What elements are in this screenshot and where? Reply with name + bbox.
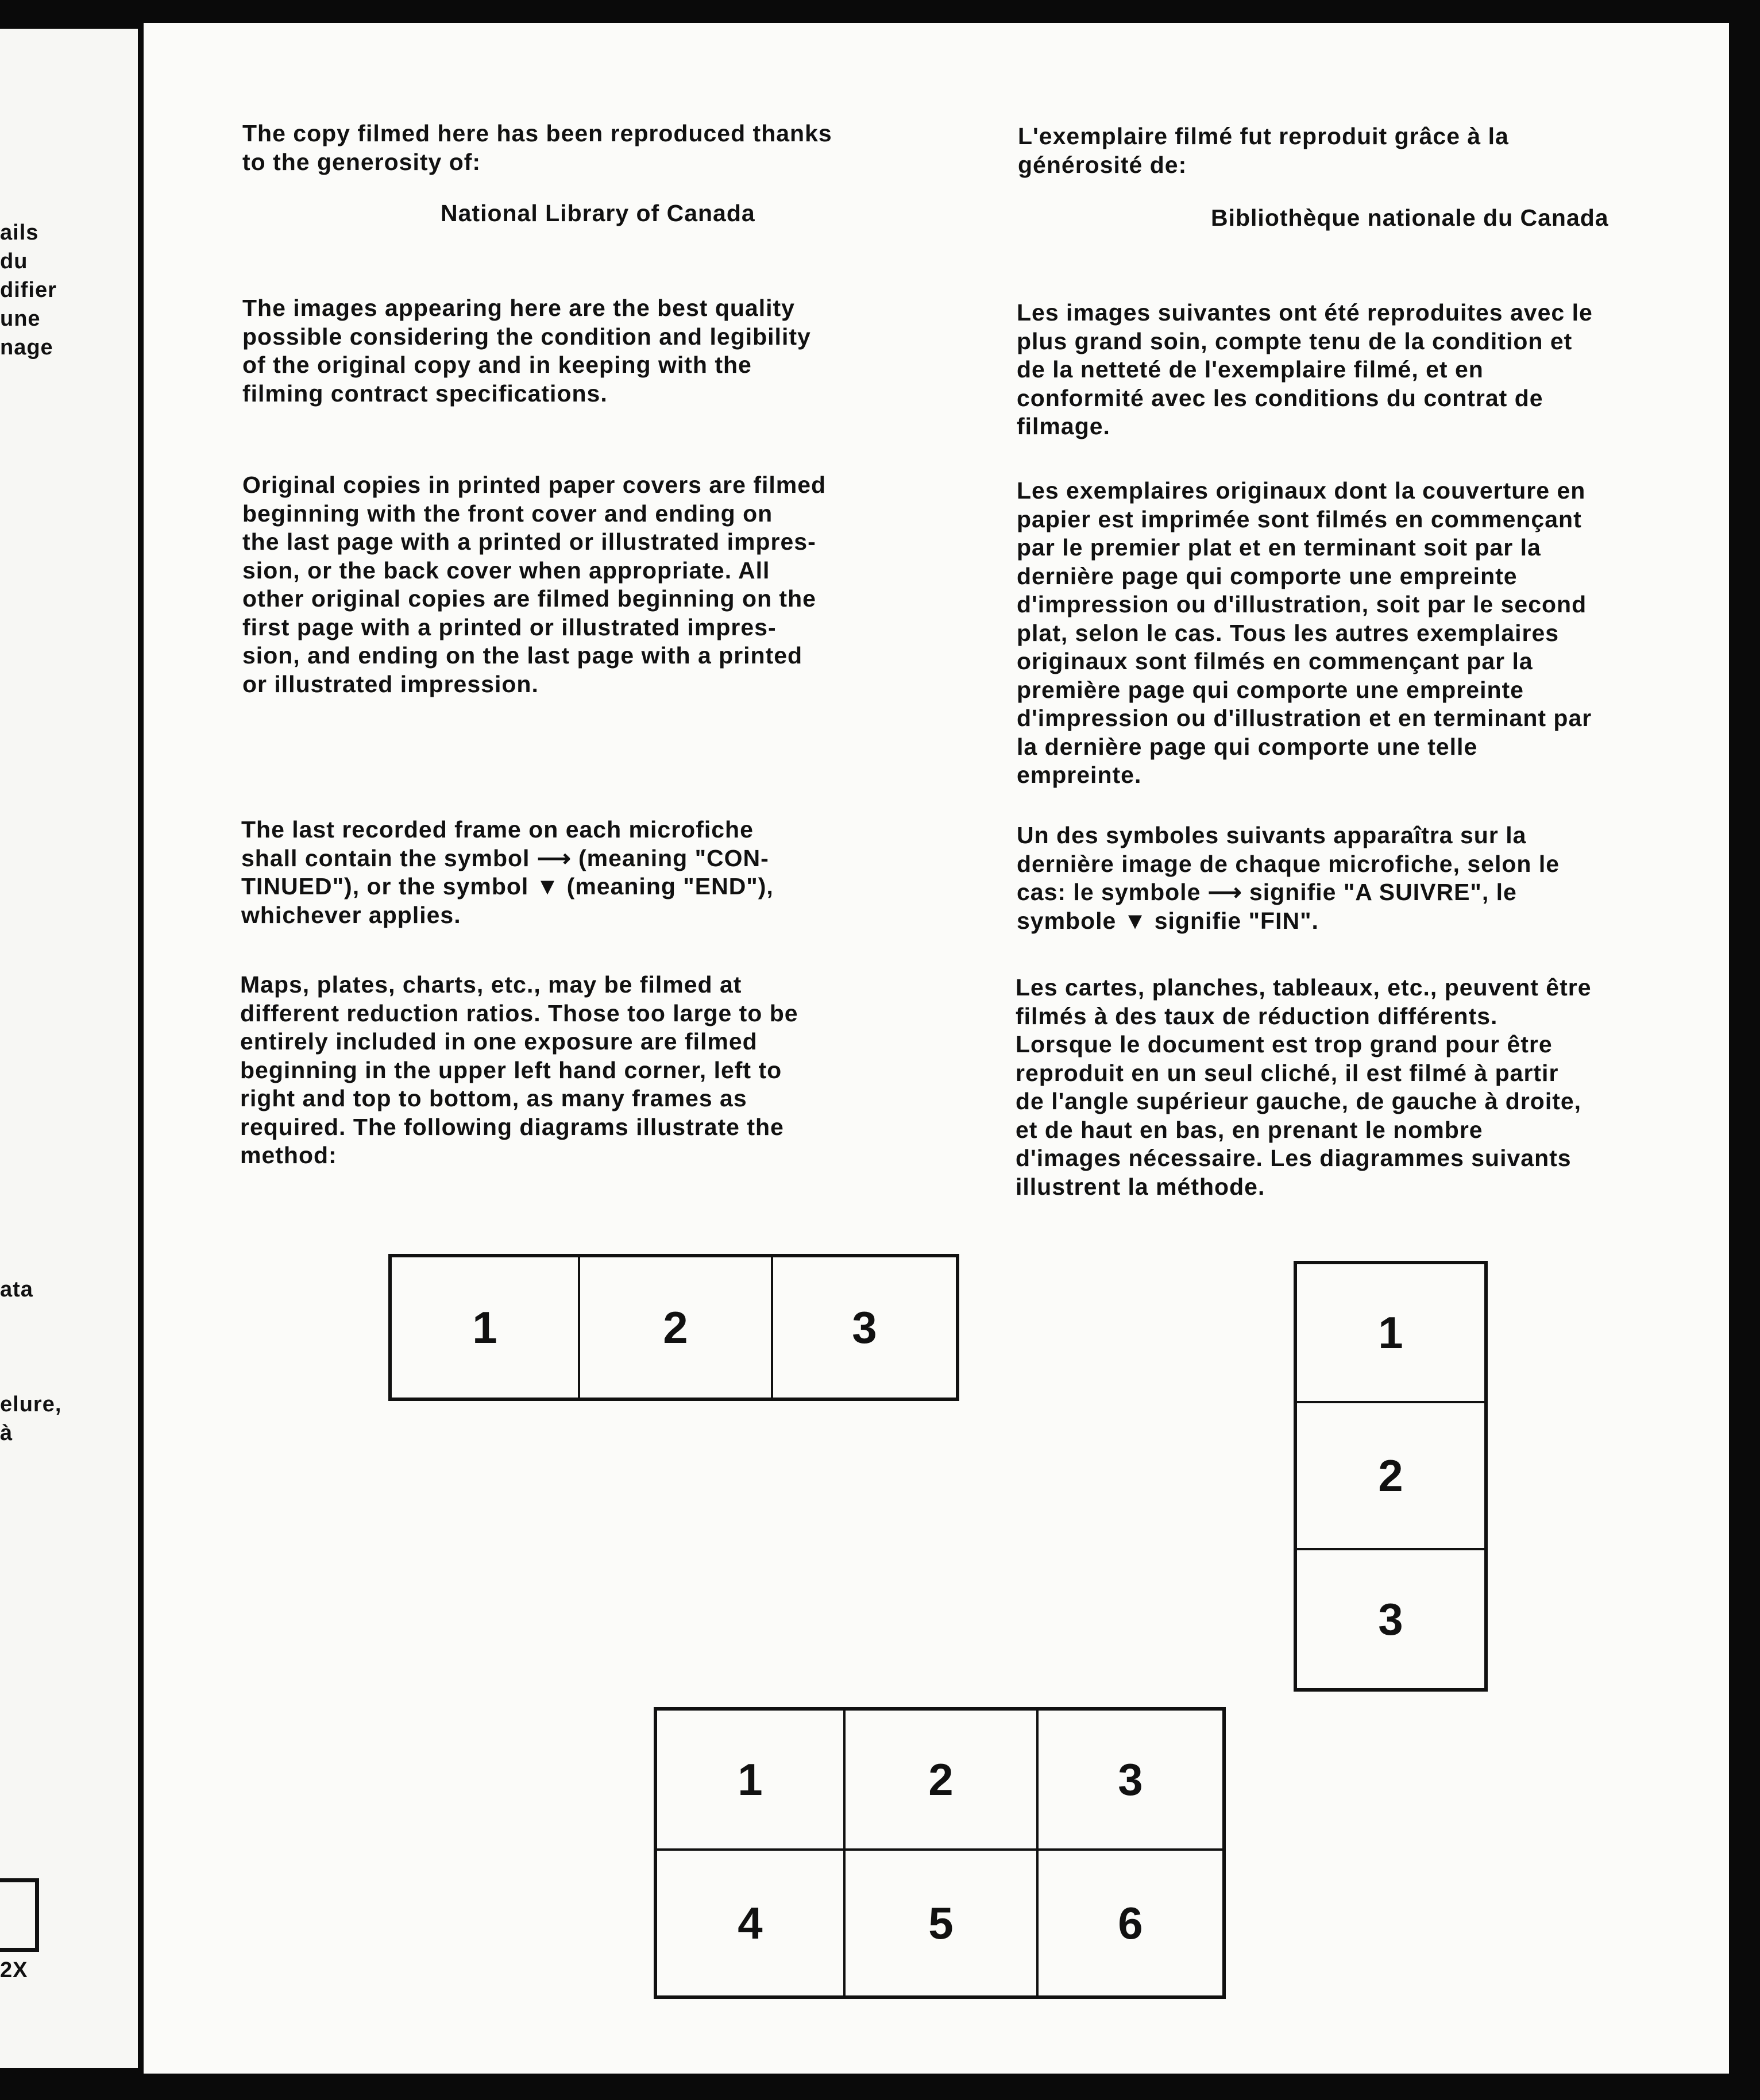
fragment-text: ails bbox=[0, 221, 39, 245]
fragment-text: nage bbox=[0, 335, 53, 360]
diagram-row bbox=[388, 1254, 959, 1401]
diagram-grid bbox=[654, 1707, 1226, 1999]
fragment-box bbox=[0, 1878, 39, 1952]
french-institution: Bibliothèque nationale du Canada bbox=[1211, 204, 1609, 231]
english-maps-note: Maps, plates, charts, etc., may be filmed at different reduction ratios. Those too large to be entirely included in one exposure are filmed beginning in the upper left hand corner, left to right and top to bottom, as many frames as required. The following diagrams illustrate the method: bbox=[240, 971, 798, 1168]
fragment-text: une bbox=[0, 307, 41, 331]
diagram-cell: 6 bbox=[1118, 1897, 1143, 1948]
diagram-cell: 1 bbox=[657, 1711, 846, 1851]
english-cover-note: Original copies in printed paper covers are filmed beginning with the front cover and ending on the last page with a printed or illustrated impres- sion, or the back cover when appropriate. All other original copies are filmed beginning on the first page with a printed or illustrated impres- sion, and ending on the last page with a printed or illustrated impression. bbox=[242, 472, 827, 697]
fragment-text: difier bbox=[0, 278, 57, 302]
notice-sheet bbox=[144, 23, 1729, 2074]
diagram-column bbox=[1294, 1261, 1488, 1692]
diagram-cell: 1 bbox=[1297, 1264, 1484, 1403]
diagram-cell: 3 bbox=[1378, 1593, 1403, 1645]
diagram-cell: 3 bbox=[852, 1302, 877, 1353]
fragment-text: ata bbox=[0, 1277, 33, 1302]
diagram-cell: 5 bbox=[846, 1851, 1039, 1995]
diagram-cell: 2 bbox=[1297, 1403, 1484, 1550]
diagram-cell: 1 bbox=[392, 1257, 580, 1398]
english-institution: National Library of Canada bbox=[441, 200, 755, 226]
french-acknowledgement: L'exemplaire filmé fut reproduit grâce à la générosité de: bbox=[1018, 123, 1509, 178]
french-maps-note: Les cartes, planches, tableaux, etc., peuvent être filmés à des taux de réduction différents. Lorsque le document est trop grand pour être reproduit en un seul cliché, il est filmé à partir de l'angle supérieur gauche, de gauche à droite, et de haut en bas, en prenant le nombre d'images nécessaire. Les diagrammes suivants illustrent la méthode. bbox=[1016, 974, 1592, 1200]
diagram-cell: 2 bbox=[580, 1257, 773, 1398]
fragment-text: à bbox=[0, 1421, 13, 1445]
fragment-text: elure, bbox=[0, 1392, 62, 1416]
english-symbol-note: The last recorded frame on each microfiche shall contain the symbol ⟶ (meaning "CON- TINUED"), or the symbol ▼ (meaning "END"), whichever applies. bbox=[241, 816, 774, 928]
film-edge bbox=[1729, 0, 1760, 2100]
diagram-cell: 4 bbox=[657, 1851, 846, 1995]
english-acknowledgement: The copy filmed here has been reproduced thanks to the generosity of: bbox=[242, 120, 832, 175]
french-symbol-note: Un des symboles suivants apparaîtra sur la dernière image de chaque microfiche, selon le cas: le symbole ⟶ signifie "A SUIVRE", le symbole ▼ signifie "FIN". bbox=[1017, 822, 1560, 934]
previous-page-edge bbox=[0, 29, 138, 2068]
fragment-text: du bbox=[0, 249, 28, 273]
french-cover-note: Les exemplaires originaux dont la couverture en papier est imprimée sont filmés en commençant par le premier plat et en terminant soit par la dernière page qui comporte une empreinte d'impression ou d'illustration, soit par le second plat, selon le cas. Tous les autres exemplaires originaux sont filmés en commençant par la première page qui comporte une empreinte d'impression ou d'illustration et en terminant par la dernière page qui comporte une telle empreinte. bbox=[1017, 477, 1592, 788]
diagram-cell: 2 bbox=[846, 1711, 1039, 1851]
english-quality-note: The images appearing here are the best quality possible considering the condition and legibility of the original copy and in keeping with the filming contract specifications. bbox=[242, 295, 811, 407]
diagram-cell: 3 bbox=[1039, 1711, 1222, 1851]
fragment-text: 2X bbox=[0, 1958, 28, 1982]
french-quality-note: Les images suivantes ont été reproduites avec le plus grand soin, compte tenu de la condition et de la netteté de l'exemplaire filmé, et en conformité avec les conditions du contrat de filmage. bbox=[1017, 299, 1593, 439]
